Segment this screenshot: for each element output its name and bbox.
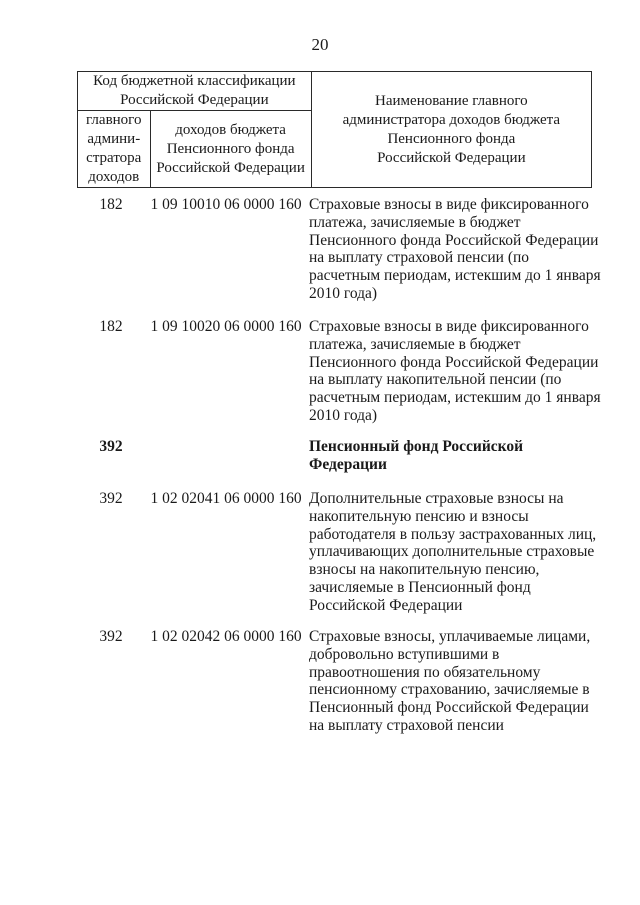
budget-code: 1 02 02042 06 0000 160 <box>150 628 302 645</box>
header-name-column: Наименование главного администратора доходов бюджета Пенсионного фонда Российской Федерации <box>311 72 591 188</box>
header-admin-column: главного админи- стратора доходов <box>78 111 151 188</box>
admin-code: 182 <box>99 196 123 213</box>
admin-code: 392 <box>99 490 123 507</box>
row-description: Страховые взносы, уплачиваемые лицами, добровольно вступившими в правоотношения по обязательному пенсионному страхованию, зачисляемые в Пенсионный фонд Российской Федерации на выплату страховой пенсии <box>309 628 591 734</box>
table-header <box>77 71 592 188</box>
budget-code: 1 02 02041 06 0000 160 <box>150 490 302 507</box>
row-description: Страховые взносы в виде фиксированного платежа, зачисляемые в бюджет Пенсионного фонда Российской Федерации на выплату накопительной пенсии (по расчетным периодам, истекшим до 1 января 2010 года) <box>309 318 601 424</box>
admin-code: 392 <box>99 438 123 455</box>
row-description: Страховые взносы в виде фиксированного платежа, зачисляемые в бюджет Пенсионного фонда Российской Федерации на выплату страховой пенсии (по расчетным периодам, истекшим до 1 января 2010 года) <box>309 196 601 302</box>
row-description: Пенсионный фонд Российской Федерации <box>309 438 524 473</box>
header-code-group: Код бюджетной классификации Российской Федерации <box>78 72 312 111</box>
page-number: 20 <box>311 35 329 54</box>
budget-code: 1 09 10010 06 0000 160 <box>150 196 302 213</box>
budget-code: 1 09 10020 06 0000 160 <box>150 318 302 335</box>
header-income-column: доходов бюджета Пенсионного фонда Российской Федерации <box>150 111 311 188</box>
admin-code: 182 <box>99 318 123 335</box>
admin-code: 392 <box>99 628 123 645</box>
row-description: Дополнительные страховые взносы на накопительную пенсию и взносы работодателя в пользу застрахованных лиц, уплачивающих дополнительные страховые взносы на накопительную пенсию, зачисляемые в Пенсионный фонд Российской Федерации <box>309 490 597 614</box>
